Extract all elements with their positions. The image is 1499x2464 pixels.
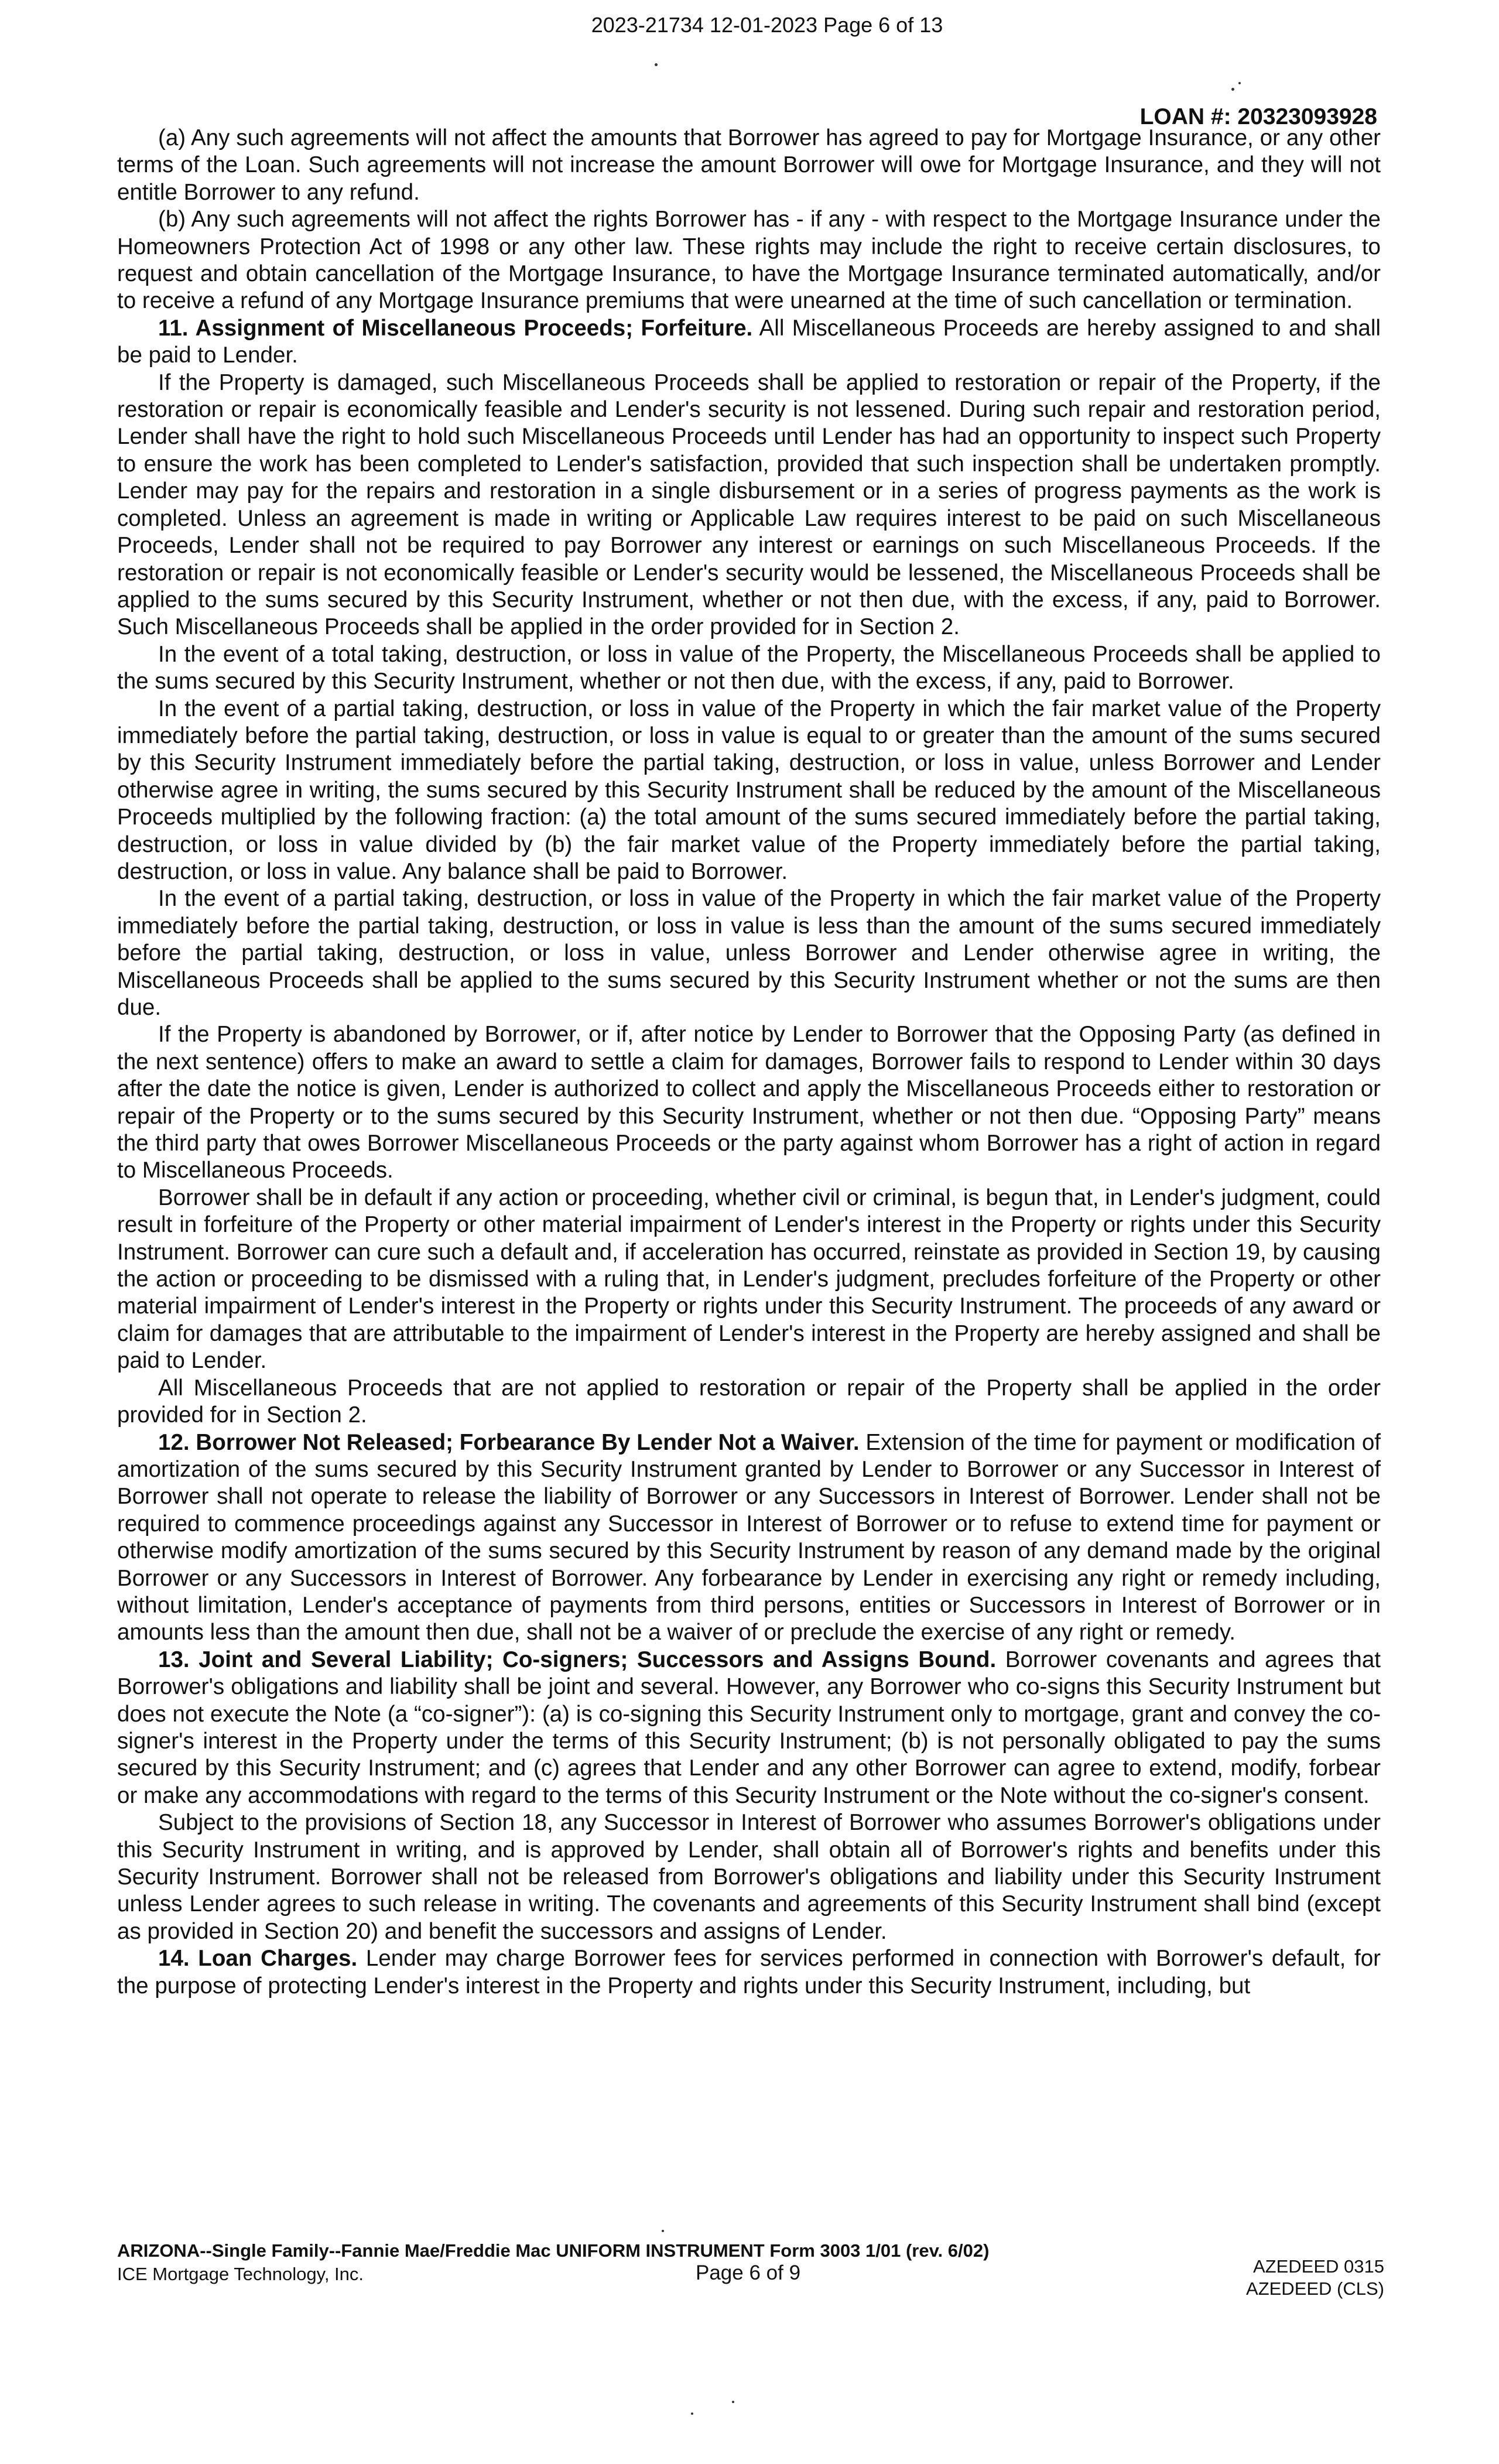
paragraph: In the event of a total taking, destruction, or loss in value of the Property, the Miscellaneous Proceeds shall be applied to the sums secured by this Security Instrument, whether or not then due, with the excess, if any, paid to Borrower. — [117, 641, 1381, 694]
paragraph: If the Property is abandoned by Borrower, or if, after notice by Lender to Borrower that the Opposing Party (as defined in the next sentence) offers to make an award to settle a claim for damages, Borrower fails to respond to Lender within 30 days after the date the notice is given, Lender is authorized to collect and apply the Miscellaneous Proceeds either to restoration or repair of the Property or to the sums secured by this Security Instrument, whether or not then due. “Opposing Party” means the third party that owes Borrower Miscellaneous Proceeds or the party against whom Borrower has a right of action in regard to Miscellaneous Proceeds. — [117, 1022, 1381, 1183]
document-body — [117, 125, 1381, 2000]
scan-speck — [662, 2230, 664, 2232]
scan-speck — [1231, 88, 1234, 91]
form-footer — [117, 2239, 989, 2286]
paragraph: (b) Any such agreements will not affect the rights Borrower has - if any - with respect to the Mortgage Insurance under the Homeowners Protection Act of 1998 or any other law. These rights may include the right to receive certain disclosures, to request and obtain cancellation of the Mortgage Insurance, to have the Mortgage Insurance terminated automatically, and/or to receive a refund of any Mortgage Insurance premiums that were unearned at the time of such cancellation or termination. — [117, 207, 1381, 314]
form-code: AZEDEED (CLS) — [1246, 2278, 1384, 2299]
paragraph: Borrower shall be in default if any action or proceeding, whether civil or criminal, is begun that, in Lender's judgment, could result in forfeiture of the Property or other material impairment of Lender's interest in the Property or rights under this Security Instrument. Borrower can cure such a default and, if acceleration has occurred, reinstate as provided in Section 19, by causing the action or proceeding to be dismissed with a ruling that, in Lender's judgment, precludes forfeiture of the Property or other material impairment of Lender's interest in the Property or rights under this Security Instrument. The proceeds of any award or claim for damages that are attributable to the impairment of Lender's interest in the Property are hereby assigned and shall be paid to Lender. — [117, 1185, 1381, 1374]
paragraph: In the event of a partial taking, destruction, or loss in value of the Property in which the fair market value of the Property immediately before the partial taking, destruction, or loss in value is less than the amount of the sums secured immediately before the partial taking, destruction, or loss in value, unless Borrower and Lender otherwise agree in writing, the Miscellaneous Proceeds shall be applied to the sums secured by this Security Instrument whether or not the sums are then due. — [117, 886, 1381, 1020]
paragraph: Subject to the provisions of Section 18, any Successor in Interest of Borrower who assumes Borrower's obligations under this Security Instrument in writing, and is approved by Lender, shall obtain all of Borrower's rights and benefits under this Security Instrument. Borrower shall not be released from Borrower's obligations and liability under this Security Instrument unless Lender agrees to such release in writing. The covenants and agreements of this Security Instrument shall bind (except as provided in Section 20) and benefit the successors and assigns of Lender. — [117, 1810, 1381, 1944]
section-12-heading: 12. Borrower Not Released; Forbearance By Lender Not a Waiver. Extension of the time for payment or modification of amortization of the sums secured by this Security Instrument granted by Lender to Borrower or any Successor in Interest of Borrower shall not operate to release the liability of Borrower or any Successors in Interest of Borrower. Lender shall not be required to commence proceedings against any Successor in Interest of Borrower or to refuse to extend time for payment or otherwise modify amortization of the sums secured by this Security Instrument by reason of any demand made by the original Borrower or any Successors in Interest of Borrower. Any forbearance by Lender in exercising any right or remedy including, without limitation, Lender's acceptance of payments from third persons, entities or Successors in Interest of Borrower or in amounts less than the amount then due, shall not be a waiver of or preclude the exercise of any right or remedy. — [117, 1429, 1381, 1645]
recording-stamp: 2023-21734 12-01-2023 Page 6 of 13 — [591, 13, 943, 37]
scan-speck — [1238, 82, 1241, 84]
scan-speck — [655, 63, 658, 66]
form-codes — [1246, 2256, 1384, 2300]
page-number: Page 6 of 9 — [696, 2261, 801, 2284]
scan-speck — [691, 2412, 693, 2415]
paragraph: If the Property is damaged, such Miscellaneous Proceeds shall be applied to restoration or repair of the Property, if the restoration or repair is economically feasible and Lender's security is not lessened. During such repair and restoration period, Lender shall have the right to hold such Miscellaneous Proceeds until Lender has had an opportunity to inspect such Property to ensure the work has been completed to Lender's satisfaction, provided that such inspection shall be undertaken promptly. Lender may pay for the repairs and restoration in a single disbursement or in a series of progress payments as the work is completed. Unless an agreement is made in writing or Applicable Law requires interest to be paid on such Miscellaneous Proceeds, Lender shall not be required to pay Borrower any interest or earnings on such Miscellaneous Proceeds. If the restoration or repair is not economically feasible or Lender's security would be lessened, the Miscellaneous Proceeds shall be applied to the sums secured by this Security Instrument, whether or not then due, with the excess, if any, paid to Borrower. Such Miscellaneous Proceeds shall be applied in the order provided for in Section 2. — [117, 369, 1381, 640]
section-11-heading: 11. Assignment of Miscellaneous Proceeds; Forfeiture. All Miscellaneous Proceeds are hereby assigned to and shall be paid to Lender. — [117, 315, 1381, 368]
paragraph: All Miscellaneous Proceeds that are not applied to restoration or repair of the Property shall be applied in the order provided for in Section 2. — [117, 1375, 1381, 1428]
form-code: AZEDEED 0315 — [1253, 2256, 1384, 2277]
paragraph: In the event of a partial taking, destruction, or loss in value of the Property in which the fair market value of the Property immediately before the partial taking, destruction, or loss in value is equal to or greater than the amount of the sums secured by this Security Instrument immediately before the partial taking, destruction, or loss in value, unless Borrower and Lender otherwise agree in writing, the sums secured by this Security Instrument shall be reduced by the amount of the Miscellaneous Proceeds multiplied by the following fraction: (a) the total amount of the sums secured immediately before the partial taking, destruction, or loss in value divided by (b) the fair market value of the Property immediately before the partial taking, destruction, or loss in value. Any balance shall be paid to Borrower. — [117, 696, 1381, 884]
form-identifier: ARIZONA--Single Family--Fannie Mae/Freddie Mac UNIFORM INSTRUMENT Form 3003 1/01 (rev. 6/02) — [117, 2240, 990, 2261]
scan-speck — [732, 2401, 734, 2403]
paragraph: (a) Any such agreements will not affect the amounts that Borrower has agreed to pay for Mortgage Insurance, or any other terms of the Loan. Such agreements will not increase the amount Borrower will owe for Mortgage Insurance, and they will not entitle Borrower to any refund. — [117, 125, 1381, 205]
loan-number: LOAN #: 20323093928 — [1139, 104, 1377, 129]
section-13-heading: 13. Joint and Several Liability; Co-signers; Successors and Assigns Bound. Borrower covenants and agrees that Borrower's obligations and liability shall be joint and several. However, any Borrower who co-signs this Security Instrument but does not execute the Note (a “co-signer”): (a) is co-signing this Security Instrument only to mortgage, grant and convey the co-signer's interest in the Property under the terms of this Security Instrument; (b) is not personally obligated to pay the sums secured by this Security Instrument; and (c) agrees that Lender and any other Borrower can agree to extend, modify, forbear or make any accommodations with regard to the terms of this Security Instrument or the Note without the co-signer's consent. — [117, 1647, 1381, 1808]
section-14-heading: 14. Loan Charges. Lender may charge Borrower fees for services performed in connection with Borrower's default, for the purpose of protecting Lender's interest in the Property and rights under this Security Instrument, including, but — [117, 1946, 1381, 1998]
vendor-name: ICE Mortgage Technology, Inc. — [117, 2264, 364, 2284]
